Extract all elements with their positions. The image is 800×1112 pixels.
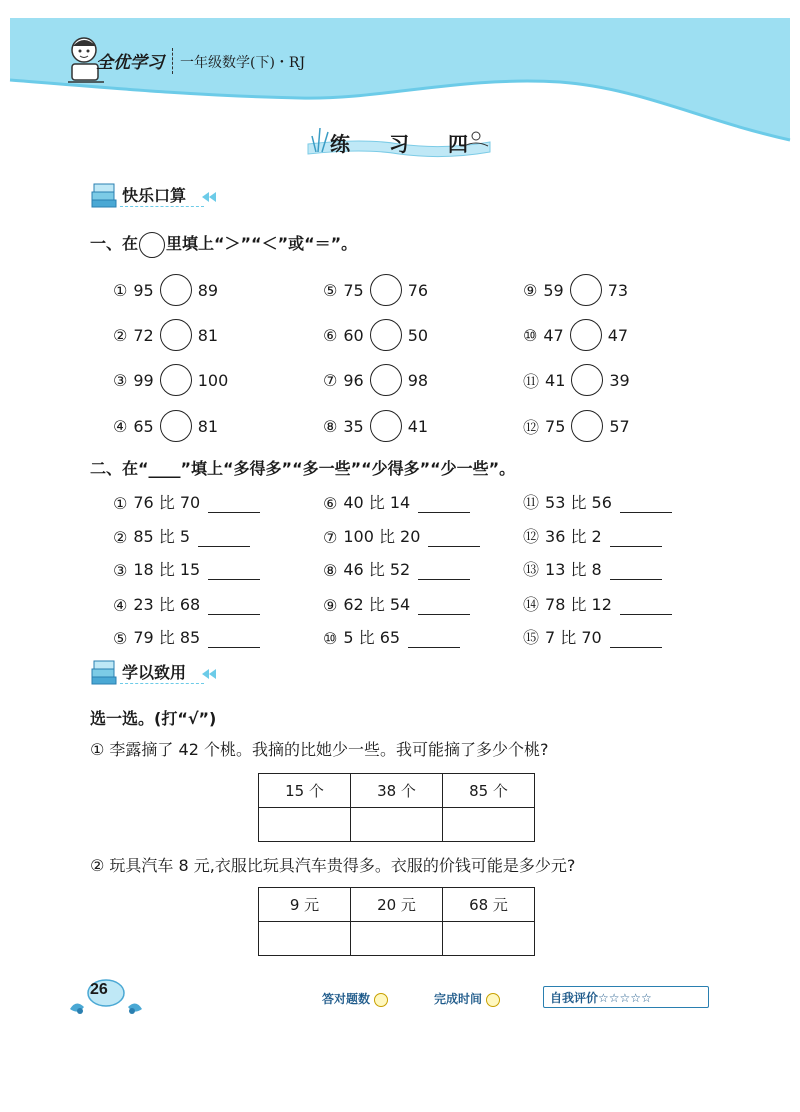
- option-cell: 15 个: [259, 774, 351, 808]
- compare-item: ⑥ 60 50: [323, 318, 428, 352]
- q1-title-pre: 一、在: [90, 234, 139, 253]
- compare-item: ⑧ 35 41: [323, 409, 428, 443]
- word-compare-item: ⑧ 46 比 52: [323, 558, 470, 580]
- compare-item: ② 72 81: [113, 318, 218, 352]
- option-cell: 20 元: [351, 888, 443, 922]
- section-title: 快乐口算: [122, 186, 187, 205]
- answer-circle[interactable]: [570, 274, 602, 306]
- word-compare-item: ⑬ 13 比 8: [523, 558, 662, 580]
- word-compare-item: ⑫ 36 比 2: [523, 525, 662, 547]
- problem-1-text: ① 李露摘了 42 个桃。我摘的比她少一些。我可能摘了多少个桃?: [90, 740, 549, 759]
- word-compare-item: ⑥ 40 比 14: [323, 491, 470, 513]
- answer-blank[interactable]: [620, 599, 672, 615]
- word-compare-item: ① 76 比 70: [113, 491, 260, 513]
- books-icon: [90, 180, 120, 210]
- table-row: [259, 774, 535, 808]
- answer-circle[interactable]: [370, 410, 402, 442]
- page-footer: [0, 975, 800, 1025]
- compare-item: ⑦ 96 98: [323, 363, 428, 397]
- header-divider: [172, 48, 173, 74]
- section-underline: [120, 206, 204, 207]
- compare-item: ⑨ 59 73: [523, 273, 628, 307]
- section-banner-apply: [90, 657, 220, 687]
- answer-circle[interactable]: [160, 274, 192, 306]
- option-cell: 38 个: [351, 774, 443, 808]
- answer-circle[interactable]: [370, 274, 402, 306]
- answer-circle[interactable]: [571, 410, 603, 442]
- word-compare-item: ⑦ 100 比 20: [323, 525, 480, 547]
- section-underline: [120, 683, 204, 684]
- answer-blank[interactable]: [610, 632, 662, 648]
- smiley-icon: [486, 993, 500, 1007]
- compare-item: ④ 65 81: [113, 409, 218, 443]
- compare-item: ⑩ 47 47: [523, 318, 628, 352]
- compare-item: ③ 99 100: [113, 363, 228, 397]
- section-banner-oral-math: [90, 180, 220, 210]
- check-cell[interactable]: [351, 808, 443, 842]
- word-compare-item: ⑩ 5 比 65: [323, 626, 460, 648]
- word-compare-item: ④ 23 比 68: [113, 593, 260, 615]
- answer-blank[interactable]: [418, 564, 470, 580]
- compare-item: ⑤ 75 76: [323, 273, 428, 307]
- word-compare-item: ⑭ 78 比 12: [523, 593, 672, 615]
- answer-circle[interactable]: [370, 364, 402, 396]
- option-cell: 9 元: [259, 888, 351, 922]
- self-evaluation-box: [543, 986, 709, 1008]
- books-icon: [90, 657, 120, 687]
- table-row: [259, 808, 535, 842]
- answer-blank[interactable]: [610, 564, 662, 580]
- section-title: 学以致用: [122, 663, 187, 682]
- answer-blank[interactable]: [408, 632, 460, 648]
- smiley-icon: [374, 993, 388, 1007]
- exercise-title-banner: [304, 122, 494, 162]
- check-cell[interactable]: [351, 922, 443, 956]
- answer-blank[interactable]: [610, 531, 662, 547]
- arrow-decor-icon: [202, 669, 216, 679]
- correct-count-label: 答对题数: [322, 990, 388, 1007]
- answer-blank[interactable]: [208, 632, 260, 648]
- page-number: 26: [90, 981, 108, 998]
- compare-item: ⑫ 75 57: [523, 409, 630, 443]
- answer-circle[interactable]: [160, 319, 192, 351]
- answer-circle[interactable]: [570, 319, 602, 351]
- completion-time-label: 完成时间: [434, 990, 500, 1007]
- word-compare-item: ⑮ 7 比 70: [523, 626, 662, 648]
- answer-blank[interactable]: [428, 531, 480, 547]
- answer-circle[interactable]: [160, 364, 192, 396]
- circle-symbol-icon: [139, 232, 165, 258]
- answer-circle[interactable]: [160, 410, 192, 442]
- problem-2-text: ② 玩具汽车 8 元,衣服比玩具汽车贵得多。衣服的价钱可能是多少元?: [90, 856, 576, 875]
- question-2-title: 二、在“____”填上“多得多”“多一些”“少得多”“少一些”。: [90, 459, 516, 478]
- answer-blank[interactable]: [208, 497, 260, 513]
- brand-logo-text: 全优学习: [96, 53, 164, 73]
- choice-table-1: [258, 773, 535, 842]
- check-cell[interactable]: [259, 922, 351, 956]
- answer-blank[interactable]: [208, 599, 260, 615]
- answer-circle[interactable]: [370, 319, 402, 351]
- compare-item: ① 95 89: [113, 273, 218, 307]
- arrow-decor-icon: [202, 192, 216, 202]
- answer-blank[interactable]: [620, 497, 672, 513]
- answer-circle[interactable]: [571, 364, 603, 396]
- check-cell[interactable]: [443, 808, 535, 842]
- exercise-title: 练 习 四: [330, 132, 484, 156]
- q1-title-post: 里填上“＞”“＜”或“＝”。: [166, 234, 358, 253]
- table-row: [259, 888, 535, 922]
- word-compare-item: ⑨ 62 比 54: [323, 593, 470, 615]
- answer-blank[interactable]: [208, 564, 260, 580]
- option-cell: 68 元: [443, 888, 535, 922]
- question-3-title: 选一选。(打“√”): [90, 709, 217, 728]
- word-compare-item: ② 85 比 5: [113, 525, 250, 547]
- question-1-title: [90, 231, 357, 258]
- answer-blank[interactable]: [418, 497, 470, 513]
- self-evaluation-label[interactable]: 自我评价☆☆☆☆☆: [550, 991, 652, 1005]
- word-compare-item: ③ 18 比 15: [113, 558, 260, 580]
- book-title: 一年级数学(下)・RJ: [180, 55, 306, 71]
- table-row: [259, 922, 535, 956]
- option-cell: 85 个: [443, 774, 535, 808]
- word-compare-item: ⑤ 79 比 85: [113, 626, 260, 648]
- check-cell[interactable]: [443, 922, 535, 956]
- answer-blank[interactable]: [198, 531, 250, 547]
- choice-table-2: [258, 887, 535, 956]
- answer-blank[interactable]: [418, 599, 470, 615]
- check-cell[interactable]: [259, 808, 351, 842]
- word-compare-item: ⑪ 53 比 56: [523, 491, 672, 513]
- compare-item: ⑪ 41 39: [523, 363, 630, 397]
